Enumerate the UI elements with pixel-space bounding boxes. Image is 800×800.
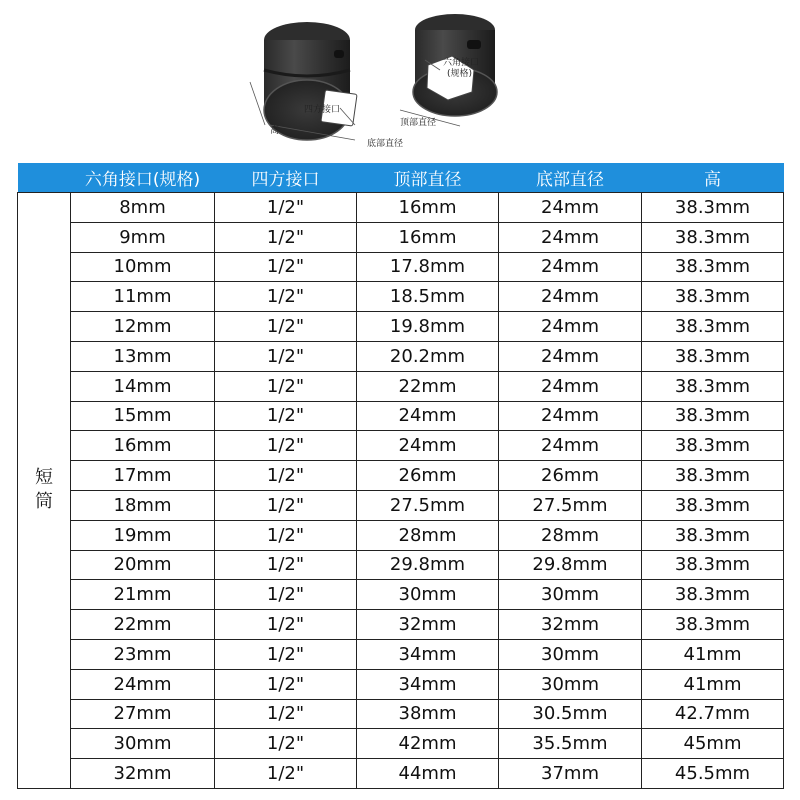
socket-illustration [0, 0, 800, 160]
cell-top-diameter: 18.5mm [357, 282, 499, 312]
cell-height: 38.3mm [642, 550, 784, 580]
cell-square-drive: 1/2" [215, 490, 357, 520]
cell-bottom-diameter: 27.5mm [499, 490, 642, 520]
cell-height: 38.3mm [642, 282, 784, 312]
cell-square-drive: 1/2" [215, 252, 357, 282]
cell-bottom-diameter: 29.8mm [499, 550, 642, 580]
cell-height: 38.3mm [642, 461, 784, 491]
cell-square-drive: 1/2" [215, 699, 357, 729]
table-row [18, 729, 784, 759]
header-bottom-diameter: 底部直径 [499, 163, 642, 193]
cell-square-drive: 1/2" [215, 193, 357, 223]
cell-top-diameter: 24mm [357, 431, 499, 461]
cell-height: 38.3mm [642, 401, 784, 431]
cell-square-drive: 1/2" [215, 550, 357, 580]
cell-height: 38.3mm [642, 371, 784, 401]
table-row [18, 639, 784, 669]
cell-height: 45mm [642, 729, 784, 759]
cell-hex-spec: 18mm [71, 490, 215, 520]
cell-square-drive: 1/2" [215, 371, 357, 401]
cell-top-diameter: 38mm [357, 699, 499, 729]
cell-height: 38.3mm [642, 193, 784, 223]
cell-square-drive: 1/2" [215, 669, 357, 699]
cell-hex-spec: 9mm [71, 222, 215, 252]
cell-height: 38.3mm [642, 222, 784, 252]
cell-top-diameter: 16mm [357, 222, 499, 252]
cell-hex-spec: 23mm [71, 639, 215, 669]
cell-top-diameter: 19.8mm [357, 312, 499, 342]
table-row [18, 520, 784, 550]
cell-square-drive: 1/2" [215, 222, 357, 252]
cell-height: 38.3mm [642, 252, 784, 282]
cell-top-diameter: 32mm [357, 610, 499, 640]
cell-bottom-diameter: 35.5mm [499, 729, 642, 759]
cell-square-drive: 1/2" [215, 610, 357, 640]
table-row [18, 222, 784, 252]
cell-height: 42.7mm [642, 699, 784, 729]
cell-bottom-diameter: 28mm [499, 520, 642, 550]
cell-hex-spec: 22mm [71, 610, 215, 640]
cell-hex-spec: 15mm [71, 401, 215, 431]
cell-bottom-diameter: 24mm [499, 282, 642, 312]
table-row [18, 699, 784, 729]
cell-height: 38.3mm [642, 431, 784, 461]
cell-hex-spec: 19mm [71, 520, 215, 550]
cell-bottom-diameter: 26mm [499, 461, 642, 491]
cell-hex-spec: 27mm [71, 699, 215, 729]
table-header-row [18, 163, 784, 193]
bottom-diameter-label: 底部直径 [367, 139, 404, 149]
cell-top-diameter: 28mm [357, 520, 499, 550]
hex-interface-label-line2: (规格) [447, 69, 473, 79]
cell-height: 38.3mm [642, 610, 784, 640]
cell-hex-spec: 17mm [71, 461, 215, 491]
cell-hex-spec: 21mm [71, 580, 215, 610]
cell-hex-spec: 32mm [71, 759, 215, 789]
cell-height: 38.3mm [642, 580, 784, 610]
cell-top-diameter: 34mm [357, 669, 499, 699]
cell-hex-spec: 13mm [71, 341, 215, 371]
table-row [18, 341, 784, 371]
cell-square-drive: 1/2" [215, 520, 357, 550]
table-row [18, 669, 784, 699]
cell-square-drive: 1/2" [215, 639, 357, 669]
square-interface-label: 四方接口 [304, 105, 341, 115]
cell-height: 38.3mm [642, 341, 784, 371]
height-label: 高 [270, 126, 280, 136]
cell-bottom-diameter: 24mm [499, 431, 642, 461]
table-row [18, 490, 784, 520]
cell-square-drive: 1/2" [215, 341, 357, 371]
cell-top-diameter: 34mm [357, 639, 499, 669]
cell-height: 38.3mm [642, 490, 784, 520]
table-row [18, 550, 784, 580]
cell-bottom-diameter: 37mm [499, 759, 642, 789]
cell-square-drive: 1/2" [215, 401, 357, 431]
cell-bottom-diameter: 30mm [499, 639, 642, 669]
cell-bottom-diameter: 24mm [499, 371, 642, 401]
cell-top-diameter: 30mm [357, 580, 499, 610]
cell-bottom-diameter: 24mm [499, 401, 642, 431]
table-row [18, 193, 784, 223]
cell-top-diameter: 16mm [357, 193, 499, 223]
table-row [18, 461, 784, 491]
group-label-short-socket: 短 筒 [18, 193, 71, 789]
header-height: 高 [642, 163, 784, 193]
cell-bottom-diameter: 30mm [499, 580, 642, 610]
cell-square-drive: 1/2" [215, 729, 357, 759]
cell-height: 38.3mm [642, 520, 784, 550]
cell-hex-spec: 14mm [71, 371, 215, 401]
cell-top-diameter: 26mm [357, 461, 499, 491]
top-diameter-label: 顶部直径 [400, 118, 437, 128]
cell-bottom-diameter: 24mm [499, 252, 642, 282]
cell-hex-spec: 30mm [71, 729, 215, 759]
cell-top-diameter: 22mm [357, 371, 499, 401]
cell-bottom-diameter: 24mm [499, 193, 642, 223]
cell-bottom-diameter: 30mm [499, 669, 642, 699]
cell-square-drive: 1/2" [215, 312, 357, 342]
cell-top-diameter: 42mm [357, 729, 499, 759]
spec-table [17, 163, 784, 789]
header-blank [18, 163, 71, 193]
cell-square-drive: 1/2" [215, 431, 357, 461]
table-row [18, 759, 784, 789]
cell-top-diameter: 44mm [357, 759, 499, 789]
header-square-drive: 四方接口 [215, 163, 357, 193]
cell-hex-spec: 20mm [71, 550, 215, 580]
table-row [18, 371, 784, 401]
cell-hex-spec: 10mm [71, 252, 215, 282]
table-row [18, 252, 784, 282]
cell-square-drive: 1/2" [215, 461, 357, 491]
cell-top-diameter: 20.2mm [357, 341, 499, 371]
cell-top-diameter: 27.5mm [357, 490, 499, 520]
table-row [18, 401, 784, 431]
cell-hex-spec: 11mm [71, 282, 215, 312]
table-body [18, 193, 784, 789]
cell-square-drive: 1/2" [215, 282, 357, 312]
cell-hex-spec: 8mm [71, 193, 215, 223]
cell-bottom-diameter: 24mm [499, 312, 642, 342]
cell-bottom-diameter: 24mm [499, 222, 642, 252]
cell-top-diameter: 29.8mm [357, 550, 499, 580]
table-row [18, 282, 784, 312]
cell-hex-spec: 16mm [71, 431, 215, 461]
cell-top-diameter: 17.8mm [357, 252, 499, 282]
table-row [18, 312, 784, 342]
cell-bottom-diameter: 30.5mm [499, 699, 642, 729]
cell-bottom-diameter: 24mm [499, 341, 642, 371]
cell-height: 41mm [642, 669, 784, 699]
table-row [18, 431, 784, 461]
cell-top-diameter: 24mm [357, 401, 499, 431]
header-hex-spec: 六角接口(规格) [71, 163, 215, 193]
cell-square-drive: 1/2" [215, 580, 357, 610]
cell-height: 45.5mm [642, 759, 784, 789]
cell-hex-spec: 12mm [71, 312, 215, 342]
hex-interface-label-line1: 六角接口 [443, 58, 480, 68]
table-row [18, 610, 784, 640]
cell-height: 38.3mm [642, 312, 784, 342]
cell-hex-spec: 24mm [71, 669, 215, 699]
cell-height: 41mm [642, 639, 784, 669]
table-row [18, 580, 784, 610]
header-top-diameter: 顶部直径 [357, 163, 499, 193]
cell-square-drive: 1/2" [215, 759, 357, 789]
cell-bottom-diameter: 32mm [499, 610, 642, 640]
socket-square-end [264, 22, 357, 140]
